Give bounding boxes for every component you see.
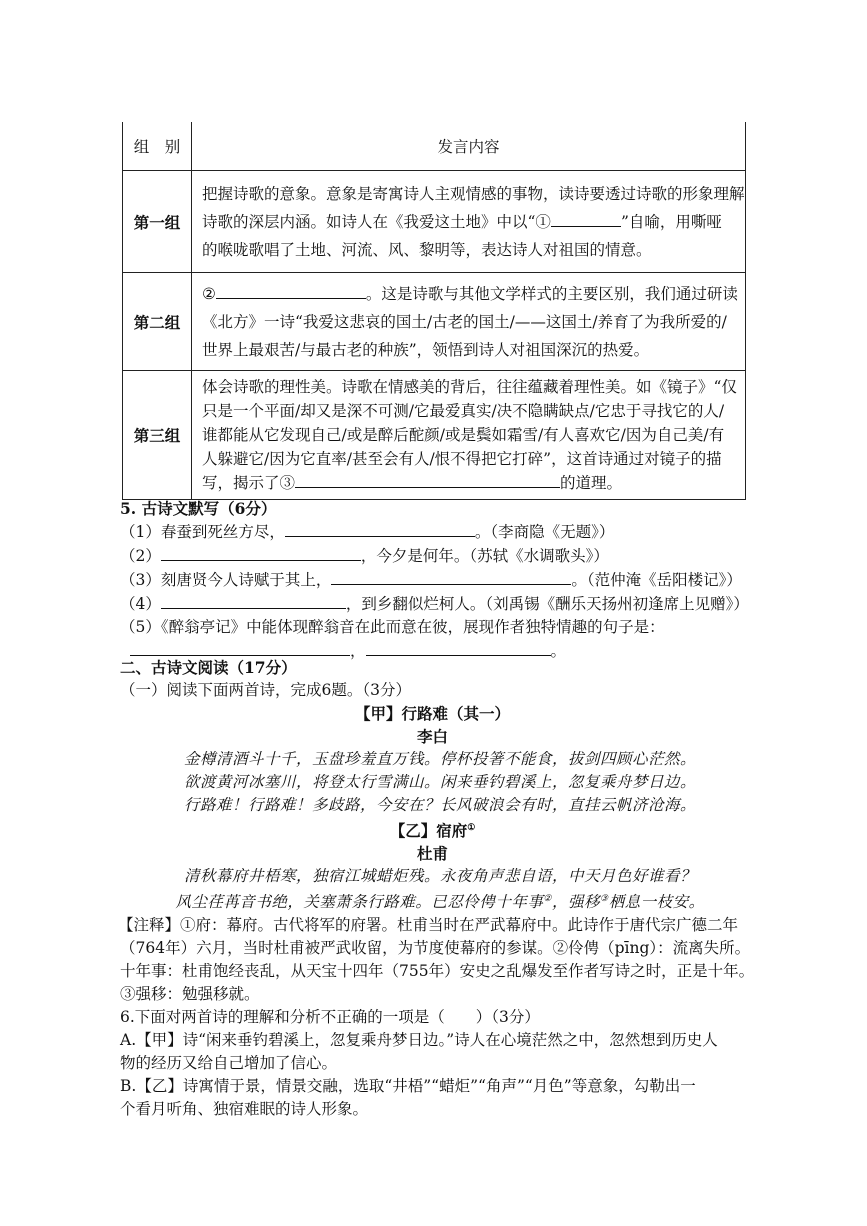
header-content: 发言内容	[192, 122, 746, 171]
content-line: 《北方》一诗“我爱这悲哀的国土/古老的国土/——这国土/养育了为我所爱的/	[202, 312, 727, 331]
table-row	[123, 371, 746, 500]
content-line: 体会诗歌的理性美。诗歌在情感美的背后，往往蕴藏着理性美。如《镜子》“仅	[202, 378, 737, 396]
note-line: 十年事：杜甫饱经丧乱，从天宝十四年（755年）安史之乱爆发至作者写诗之时，正是十年。	[120, 962, 755, 981]
content-line	[202, 471, 737, 495]
answer-blank-2[interactable]	[216, 282, 366, 299]
item-num: （3）	[120, 571, 161, 589]
item-text: ，到乡翻似烂柯人。（刘禹锡《酬乐天扬州初逢席上见赠》）	[345, 595, 749, 613]
q6-option-b-cont: 个看月听角、独宿难眠的诗人形象。	[120, 1100, 369, 1119]
table-row	[123, 273, 746, 371]
poem2-title	[105, 817, 760, 842]
note-line: 【注释】①府：幕府。古代将军的府署。杜甫当时在严武幕府中。此诗作于唐代宗广德二年	[118, 916, 739, 935]
section-2	[120, 656, 760, 1121]
poem2-line	[120, 888, 760, 914]
poem1-title: 【甲】行路难（其一）	[354, 704, 510, 723]
answer-blank-1[interactable]	[551, 210, 621, 227]
poem-text: ，强移	[551, 893, 600, 912]
poem-text: 风尘荏苒音书绝，关塞萧条行路难。已忍伶俜十年事	[175, 893, 544, 912]
end-mark: 。	[550, 642, 567, 660]
q5-item	[120, 592, 760, 616]
question-5	[120, 497, 760, 663]
content-text: 写，揭示了③	[202, 474, 296, 492]
group-content	[192, 171, 746, 273]
q6-option-b[interactable]: B.【乙】诗寓情于景，情景交融，选取“井梧”“蜡炬”“角声”“月色”等意象，勾勒出一	[120, 1077, 696, 1096]
content-line: 只是一个平面/却又是深不可测/它最爱真实/决不隐瞒缺点/它忠于寻找它的人/	[202, 402, 725, 420]
content-line: 人躲避它/因为它直率/甚至会有人/恨不得把它打碎”，这首诗通过对镜子的描	[202, 450, 722, 468]
poem1-line: 金樽清酒斗十千，玉盘珍羞直万钱。停杯投箸不能食，拔剑四顾心茫然。	[183, 750, 696, 768]
item-text: 《醉翁亭记》中能体现醉翁音在此而意在彼，展现作者独特情趣的句子是：	[160, 618, 665, 636]
content-text: ②	[202, 284, 216, 303]
content-text: 的道理。	[560, 474, 623, 492]
item-num: （4）	[120, 595, 161, 613]
answer-blank-3[interactable]	[295, 471, 560, 488]
group-content	[192, 371, 746, 500]
poem1-author: 李白	[416, 727, 448, 746]
poem1-line: 欲渡黄河冰塞川，将登太行雪满山。闲来垂钓碧溪上，忽复乘舟梦日边。	[183, 773, 696, 791]
item-text: 。（范仲淹《岳阳楼记》）	[571, 571, 742, 589]
item-text: 刻唐贤今人诗赋于其上，	[160, 571, 332, 589]
note-line: （764年）六月，当时杜甫被严武收留，为节度使幕府的参谋。②伶俜（pīng）：流离失所。	[120, 939, 751, 958]
discussion-table	[122, 122, 746, 500]
table-header-row	[123, 122, 746, 171]
footnote-mark: ③	[600, 894, 609, 905]
footnote-mark: ②	[543, 894, 552, 905]
group-label: 第一组	[123, 171, 192, 273]
q5-item	[120, 616, 760, 639]
group-label: 第二组	[123, 273, 192, 371]
section-title: 二、古诗文阅读（17分）	[120, 658, 297, 677]
q6-option-a[interactable]: A.【甲】诗“闲来垂钓碧溪上，忽复乘舟梦日边。”诗人在心境茫然之中，忽然想到历史人	[120, 1031, 718, 1050]
content-text: 。这是诗歌与其他文学样式的主要区别，我们通过研读	[365, 284, 738, 303]
item-text: 春蚕到死丝方尽，	[160, 523, 285, 541]
content-text: ”自喻，用嘶哑	[620, 212, 722, 231]
item-num: （5）	[120, 618, 161, 636]
part-title: （一）阅读下面两首诗，完成6题。（3分）	[120, 681, 411, 699]
group-label: 第三组	[123, 371, 192, 500]
poem1-line: 行路难！行路难！多歧路，今安在？长风破浪会有时，直挂云帆济沧海。	[183, 796, 696, 814]
content-text: 诗歌的深层内涵。如诗人在《我爱这土地》中以“①	[202, 212, 551, 231]
content-line	[202, 208, 737, 236]
item-num: （2）	[120, 547, 161, 565]
poem-text: 栖息一枝安。	[608, 893, 705, 912]
content-line: 世界上最艰苦/与最古老的种族”，领悟到诗人对祖国深沉的热爱。	[202, 340, 650, 359]
item-num: （1）	[120, 523, 161, 541]
poem2-author: 杜甫	[416, 844, 448, 864]
content-line	[202, 280, 737, 308]
q5-item	[120, 544, 760, 568]
content-line: 把握诗歌的意象。意象是寄寓诗人主观情感的事物，读诗要透过诗歌的形象理解	[202, 184, 745, 203]
item-text: 。（李商隐《无题》）	[474, 523, 615, 541]
table-row	[123, 171, 746, 273]
q6-stem: 6.下面对两首诗的理解和分析不正确的一项是（ ）（3分）	[120, 1008, 540, 1027]
fill-blank[interactable]	[366, 639, 551, 656]
sep-mark: ，	[350, 642, 366, 660]
poem2-title-text: 【乙】宿府	[389, 821, 468, 841]
footnote-mark: ①	[467, 823, 476, 833]
q6-option-a-cont: 物的经历又给自己增加了信心。	[120, 1054, 338, 1073]
q5-item	[120, 520, 760, 544]
q5-item	[120, 568, 760, 592]
note-line: ③强移：勉强移就。	[120, 985, 260, 1004]
poem2-line: 清秋幕府井梧寒，独宿江城蜡炬残。永夜角声悲自语，中天月色好谁看？	[183, 867, 696, 886]
fill-blank[interactable]	[331, 568, 571, 585]
header-group: 组 别	[123, 122, 192, 171]
q5-title: 5. 古诗文默写（6分）	[120, 499, 277, 518]
content-line: 的喉咙歌唱了土地、河流、风、黎明等，表达诗人对祖国的情意。	[202, 240, 652, 259]
fill-blank[interactable]	[130, 639, 350, 656]
content-line: 谁都能从它发现自己/或是醉后酡颜/或是鬓如霜雪/有人喜欢它/因为自己美/有	[202, 426, 725, 444]
group-content	[192, 273, 746, 371]
fill-blank[interactable]	[285, 520, 475, 537]
fill-blank[interactable]	[161, 592, 346, 609]
item-text: ，今夕是何年。（苏轼《水调歌头》）	[360, 547, 609, 565]
fill-blank[interactable]	[161, 544, 361, 561]
